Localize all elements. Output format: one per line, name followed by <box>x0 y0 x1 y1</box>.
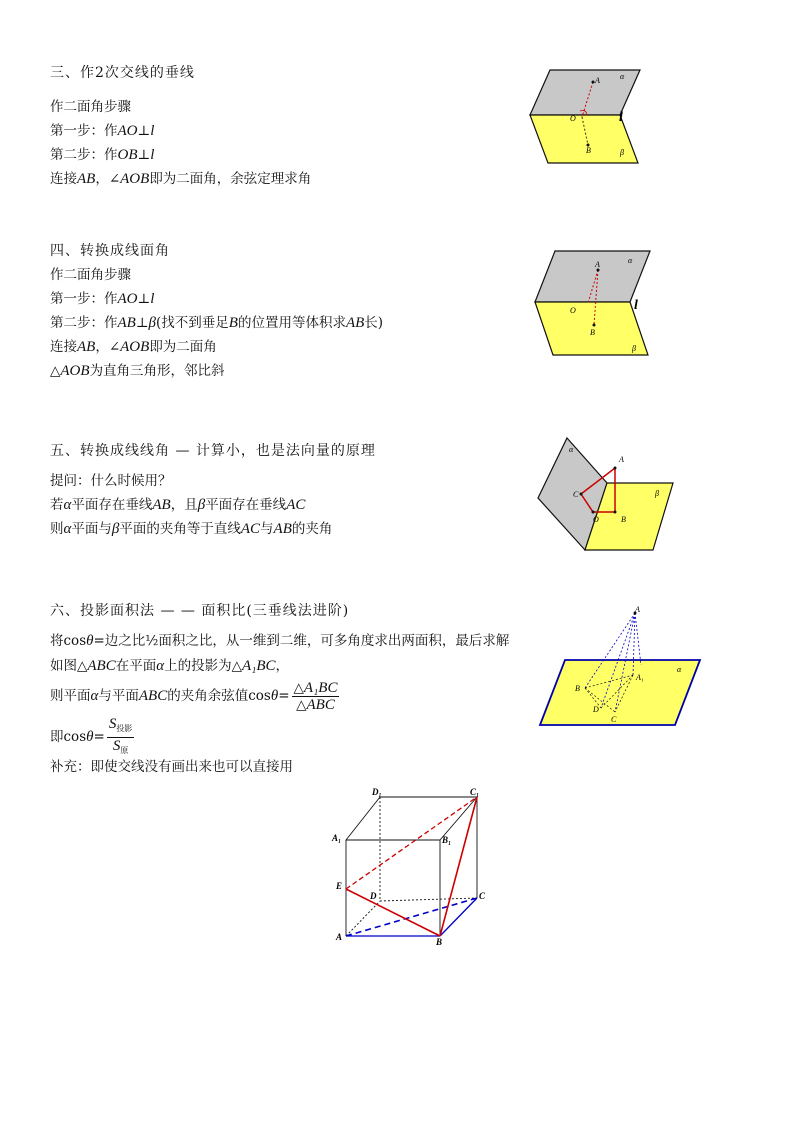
s6-line-4: 即cosθ= $\frac{S_{投影}}{S_原}$ <box>50 716 136 759</box>
fig2-label-B: B <box>590 328 595 337</box>
fig2-label-l: l <box>634 298 638 313</box>
fig1-label-O: O <box>570 114 576 123</box>
s4-line-3: 第二步：作AB⊥β(找不到垂足B的位置用等体积求AB长) <box>50 315 384 331</box>
figure-1-dihedral <box>520 65 650 170</box>
fig1-label-alpha: α <box>620 72 625 81</box>
fig5-label-A1: A₁ <box>332 833 342 843</box>
fig1-label-B: B <box>586 146 591 155</box>
figure-5-cube <box>330 785 490 945</box>
fig5-label-E: E <box>336 881 343 891</box>
fig1-label-A: A <box>595 76 600 85</box>
s6-line-2: 如图△ABC在平面α上的投影为△A₁BC， <box>50 658 290 674</box>
fig5-label-C1: C₁ <box>470 787 480 797</box>
fig3-label-beta: β <box>655 489 659 498</box>
s3-line-3: 第二步：作OB⊥l <box>50 147 155 163</box>
s5-line-2: 若α平面存在垂线AB，且β平面存在垂线AC <box>50 497 306 513</box>
fig3-label-alpha: α <box>569 445 574 454</box>
fig1-label-beta: β <box>620 148 624 157</box>
s4-line-5: △AOB为直角三角形，邻比斜 <box>50 363 225 379</box>
fig4-label-D: D <box>593 705 599 714</box>
fig3-label-B: B <box>621 515 626 524</box>
fig3-label-A: A <box>619 455 624 464</box>
fig1-label-l: l <box>619 110 623 125</box>
fraction-area-ratio: $\frac{\text{△A₁BC}}{\text{△ABC}}$ <box>293 680 338 713</box>
s3-line-2: 第一步：作AO⊥l <box>50 123 155 139</box>
fig4-label-B: B <box>575 684 580 693</box>
s3-line-4: 连接AB，∠AOB即为二面角，余弦定理求角 <box>50 171 312 187</box>
figure-4-projection <box>535 605 705 730</box>
fig4-label-C: C <box>611 715 617 724</box>
fig5-label-D: D <box>370 891 377 901</box>
s5-line-3: 则α平面与β平面的夹角等于直线AC与AB的夹角 <box>50 521 333 537</box>
fig3-label-O: O <box>593 515 599 524</box>
s6-line-3: 则平面α与平面ABC的夹角余弦值cosθ= $\frac{\text{△A₁BC}}{\text{△ABC}}$ <box>50 680 338 713</box>
fig2-label-alpha: α <box>628 256 633 265</box>
s6-line-5: 补充：即使交线没有画出来也可以直接用 <box>50 759 293 775</box>
section-4-title: 四、转换成线面角 <box>50 243 170 259</box>
s4-line-2: 第一步：作AO⊥l <box>50 291 155 307</box>
fig5-label-C: C <box>479 891 486 901</box>
fig2-label-beta: β <box>632 344 636 353</box>
fig5-label-D1: D₁ <box>372 787 382 797</box>
fig3-label-C: C <box>573 490 579 499</box>
section-6-title: 六、投影面积法 — — 面积比(三垂线法进阶) <box>50 603 350 619</box>
fig5-label-B: B <box>436 937 443 947</box>
s4-line-1: 作二面角步骤 <box>50 267 131 283</box>
s4-line-4: 连接AB，∠AOB即为二面角 <box>50 339 217 355</box>
section-5-title: 五、转换成线线角 — 计算小，也是法向量的原理 <box>50 443 376 459</box>
s5-line-1: 提问：什么时候用？ <box>50 473 172 489</box>
fig4-label-A: A <box>635 605 640 614</box>
fig5-label-B1: B₁ <box>442 835 452 845</box>
fig2-label-O: O <box>570 306 576 315</box>
figure-2-line-plane <box>520 247 660 362</box>
fig4-label-alpha: α <box>677 665 682 674</box>
fraction-s-ratio: $\frac{S_{投影}}{S_原}$ <box>108 716 133 755</box>
fig2-label-A: A <box>595 260 600 269</box>
figure-3-line-line <box>535 438 675 553</box>
section-3-title: 三、作2次交线的垂线 <box>50 65 195 81</box>
s3-line-1: 作二面角步骤 <box>50 99 131 115</box>
fig5-label-A: A <box>336 932 343 942</box>
s6-line-1: 将cosθ=边之比½面积之比，从一维到二维，可多角度求出两面积，最后求解 <box>50 633 510 649</box>
fig4-label-A1: A₁ <box>636 673 644 682</box>
